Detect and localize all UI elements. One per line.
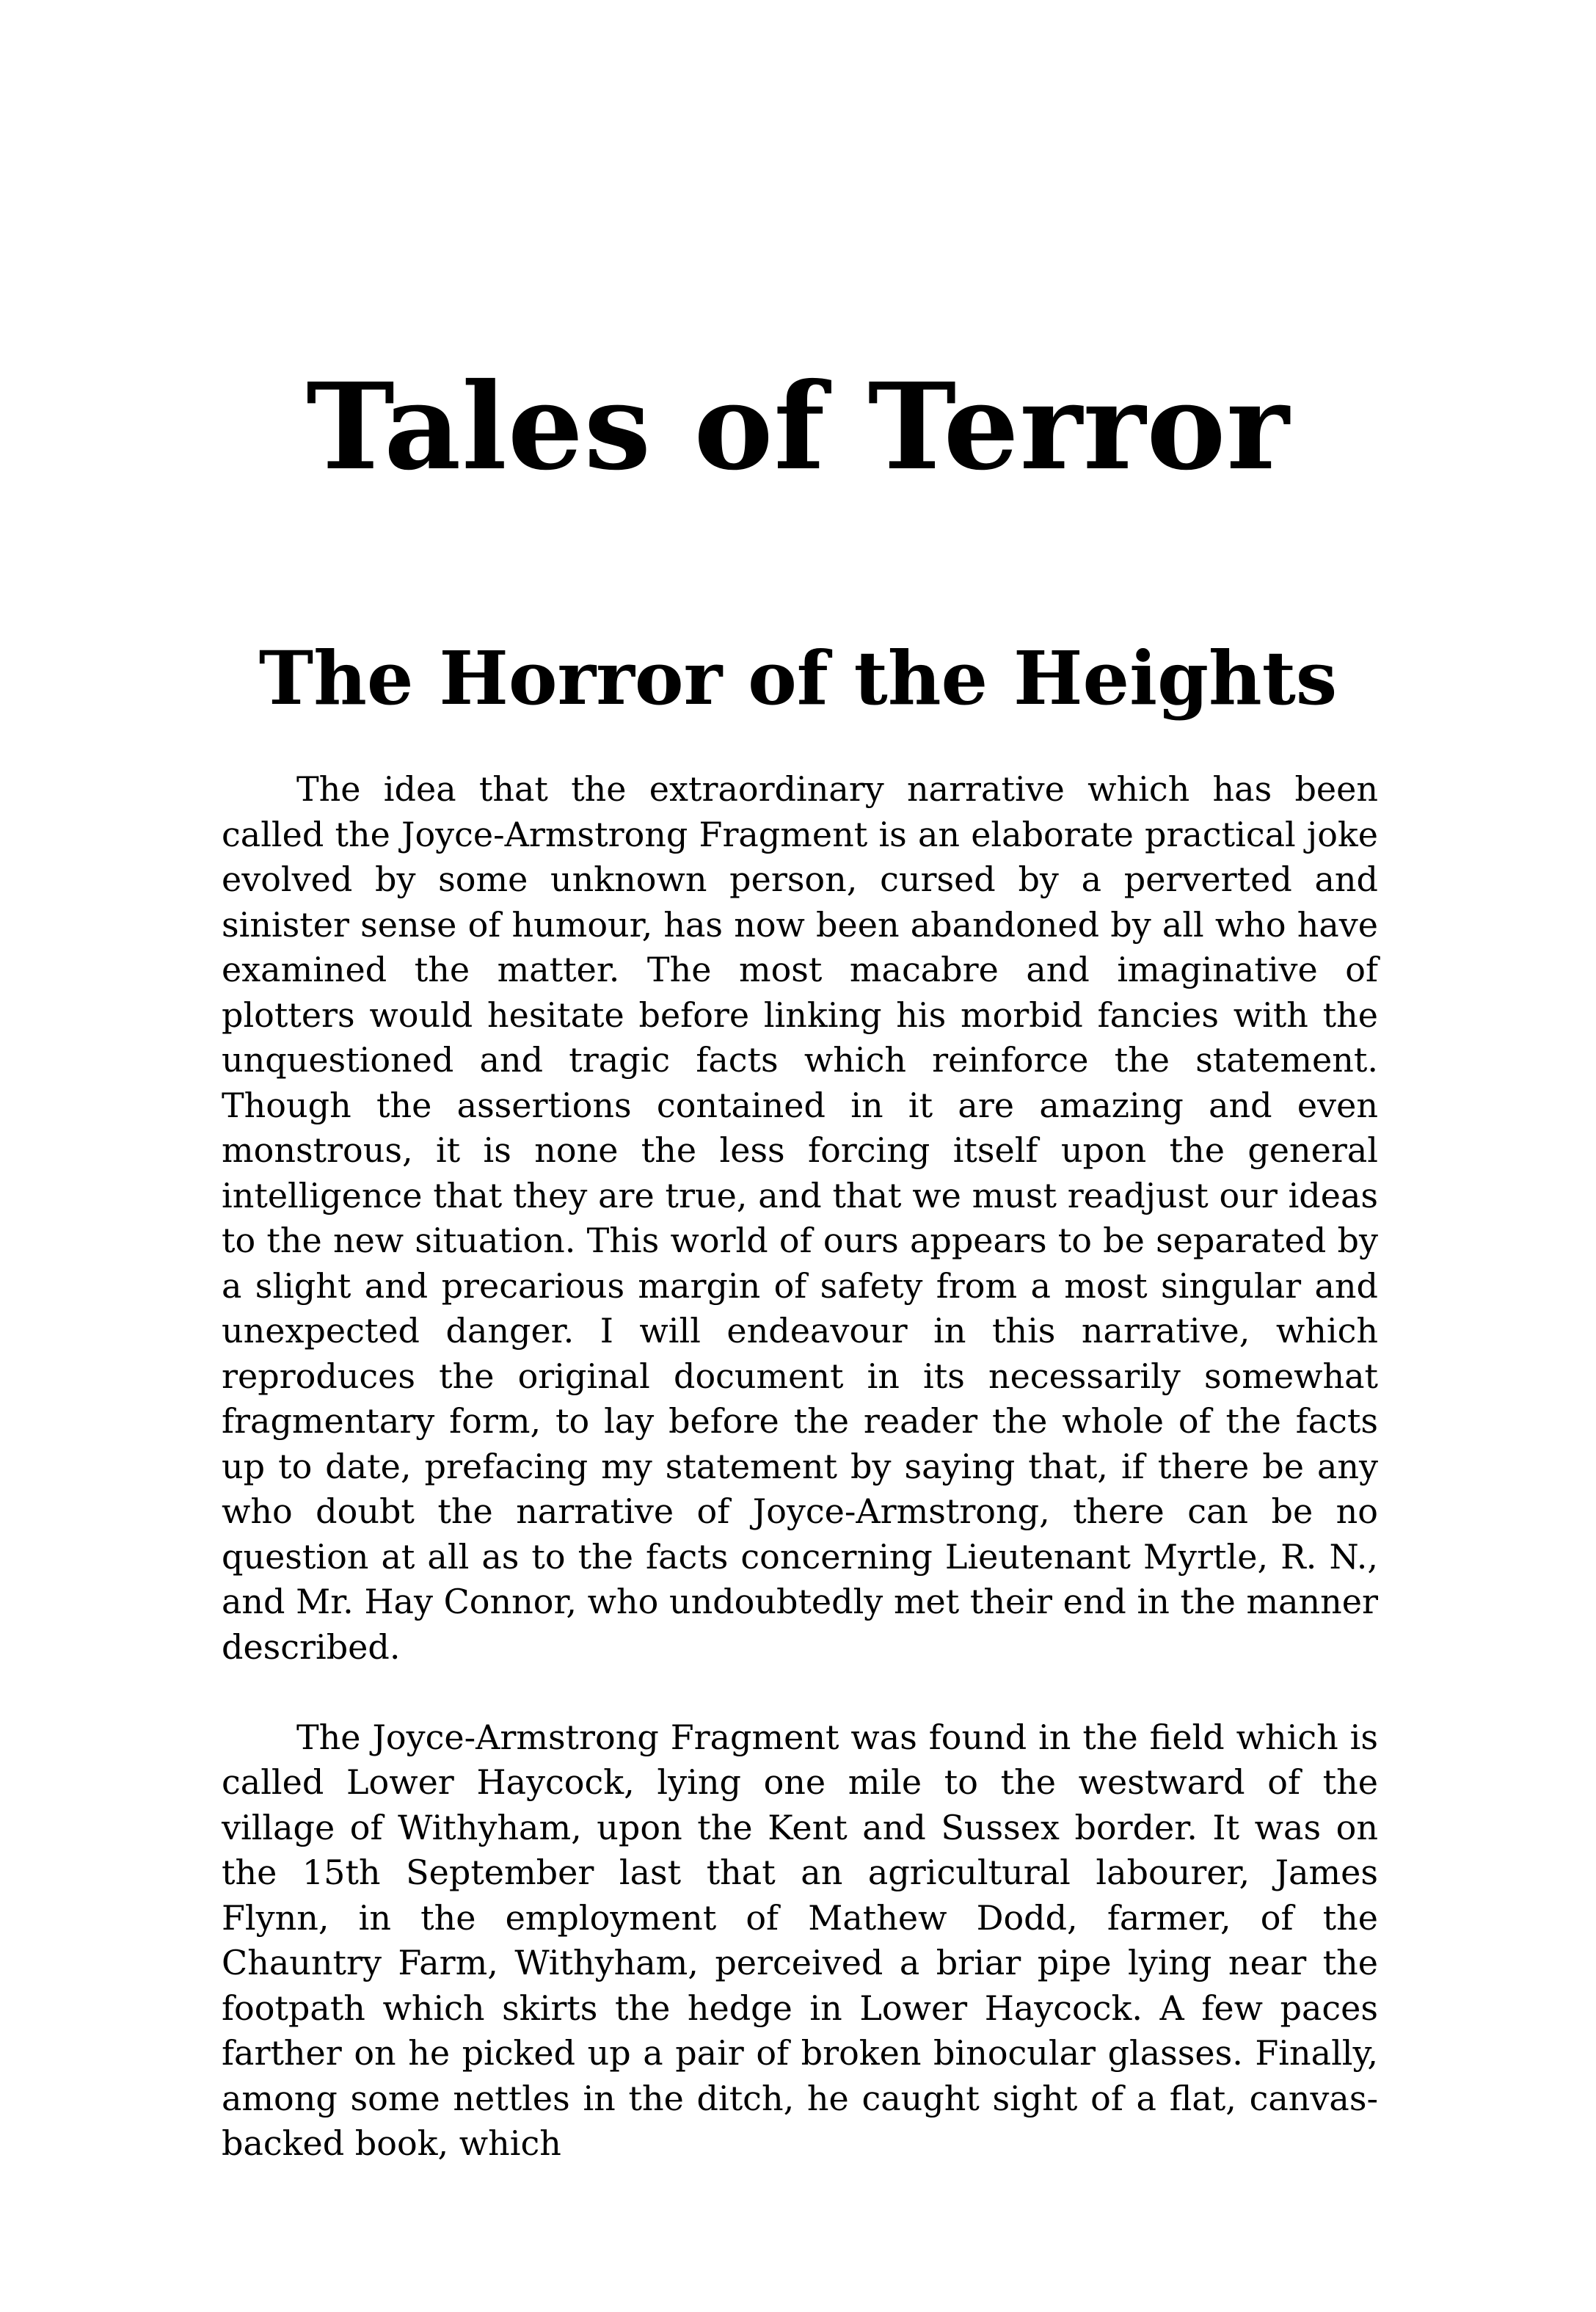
- story-body: [222, 767, 1378, 2167]
- story-title: The Horror of the Heights: [258, 635, 1338, 721]
- paragraph-1: The idea that the extraordinary narrative which has been called the Joyce-Armstrong Fragment is an elaborate practical joke evolved by some unknown person, cursed by a perverted and sinister sense of humour, has now been abandoned by all who have examined the matter. The most macabre and imaginative of plotters would hesitate before linking his morbid fancies with the unquestioned and tragic facts which reinforce the statement. Though the assertions contained in it are amazing and even monstrous, it is none the less forcing itself upon the general intelligence that they are true, and that we must readjust our ideas to the new situation. This world of ours appears to be separated by a slight and precarious margin of safety from a most singular and unexpected danger. I will endeavour in this narrative, which reproduces the original document in its necessarily somewhat fragmentary form, to lay before the reader the whole of the facts up to date, prefacing my statement by saying that, if there be any who doubt the narrative of Joyce-Armstrong, there can be no question at all as to the facts concerning Lieutenant Myrtle, R. N., and Mr. Hay Connor, who undoubtedly met their end in the manner described.: [222, 769, 1378, 1667]
- book-title: Tales of Terror: [306, 357, 1290, 497]
- paragraph-2: The Joyce-Armstrong Fragment was found in the field which is called Lower Haycock, lying one mile to the westward of the village of Withyham, upon the Kent and Sussex border. It was on the 15th September last that an agricultural labourer, James Flynn, in the employment of Mathew Dodd, farmer, of the Chauntry Farm, Withyham, perceived a briar pipe lying near the footpath which skirts the hedge in Lower Haycock. A few paces farther on he picked up a pair of broken binocular glasses. Finally, among some nettles in the ditch, he caught sight of a flat, canvas-backed book, which: [222, 1717, 1378, 2163]
